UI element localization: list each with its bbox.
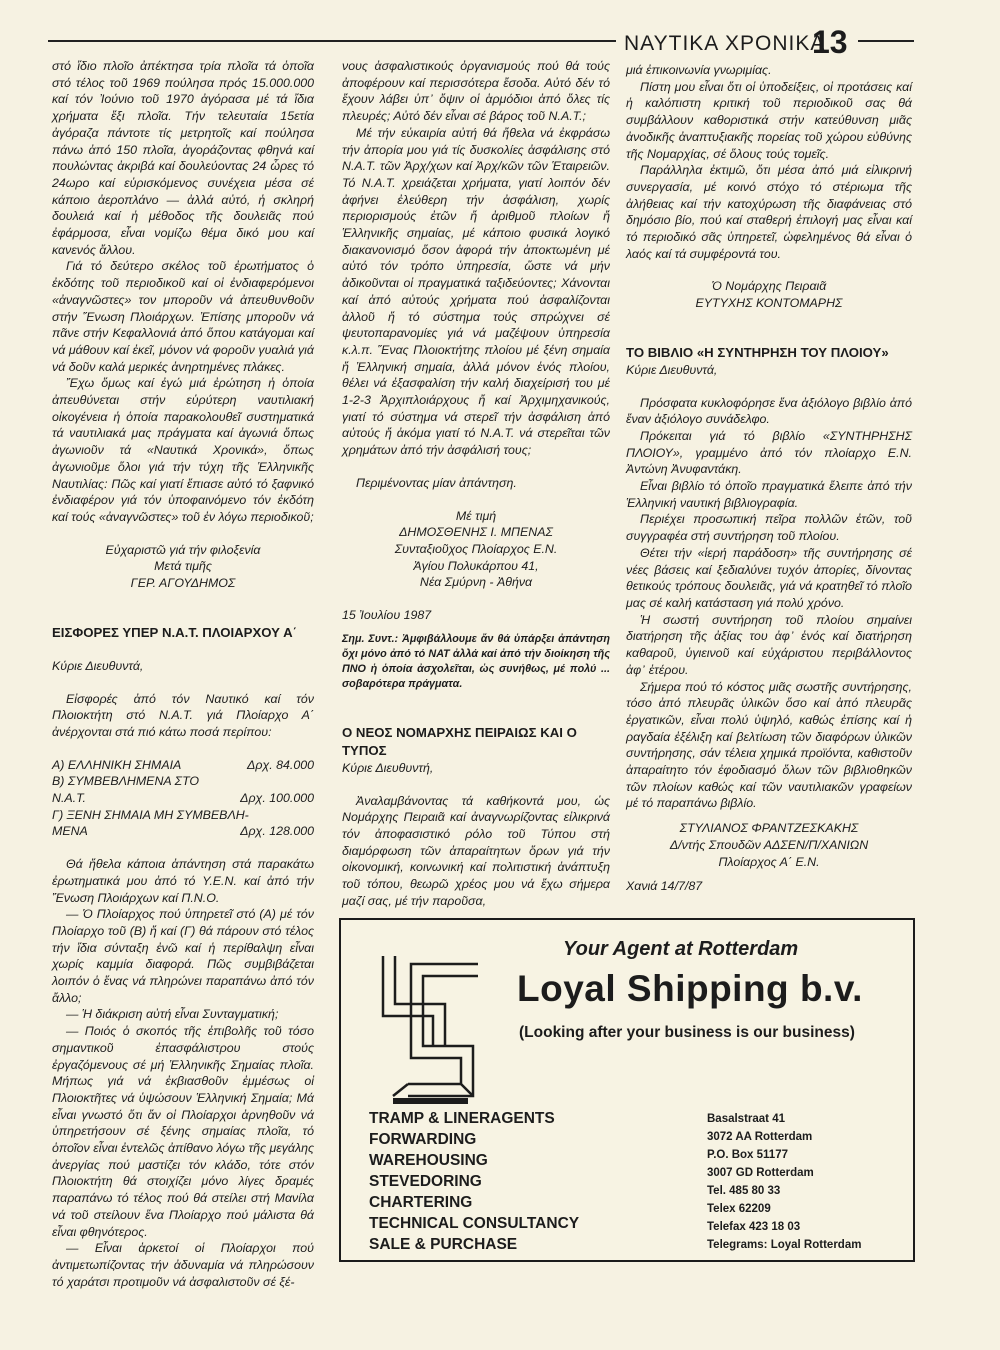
paragraph: Σήμερα πού τό κόστος μιᾶς σωστῆς συντήρησης, τόσο ἀπό πλευρᾶς ὑλικῶν ὅσο καί ἀπό πλευρᾶς ἐργατικῶν, εἶναι πολύ ὑψηλό, καθώς ἐπίσης καί ἡ ραγδαία ἐξέλιξη καί βελτίωση τῶν διαφόρων ὑλικῶν συντήρησης, σάν τέλεια χημικά προϊόντα, καθιστοῦν ἀπαραίτητο τόν ἐφοδιασμό ὅλων τῶν βιβλιοθηκῶν τῶν πλοίων καθώς καί τῶν ναυτιλιακῶν γραφείων μέ τό παραπάνω βιβλίο. bbox=[626, 679, 912, 811]
ad-contact-line: Telefax 423 18 03 bbox=[707, 1221, 801, 1233]
loyal-shipping-ad bbox=[339, 918, 915, 1262]
letter-date: 15 Ἰουλίου 1987 bbox=[342, 608, 432, 623]
signature-line: Ἁγίου Πολυκάρπου 41, bbox=[413, 558, 539, 573]
paragraph: Εἰσφορές ἀπό τόν Ναυτικό καί τόν Πλοιοκτήτη στό Ν.Α.Τ. γιά Πλοίαρχο Α΄ ἀνέρχονται στά πιό κάτω ποσά περίπου: bbox=[52, 691, 314, 739]
signature-name: ΔΗΜΟΣΘΕΝΗΣ Ι. ΜΠΕΝΑΣ bbox=[399, 525, 553, 540]
paragraph: Πίστη μου εἶναι ὅτι οἱ ὑποδείξεις, οἱ προτάσεις καί ἡ καλόπιστη κριτική τοῦ περιοδικοῦ σας θά συμβάλλουν καθοριστικά στήν κατεύθυνση μιᾶς ἀνοδικῆς ἀναπτυξιακῆς πορείας τοῦ χώρου εὐθύνης τῆς Νομαρχίας, σέ ὅλους τούς τομεῖς. bbox=[626, 79, 912, 161]
signature-name: ΣΤΥΛΙΑΝΟΣ ΦΡΑΝΤΖΕΣΚΑΚΗΣ bbox=[679, 821, 859, 836]
ad-service-item: TECHNICAL CONSULTANCY bbox=[369, 1215, 580, 1232]
paragraph: — Ἡ διάκριση αὐτή εἶναι Συνταγματική; bbox=[66, 1007, 279, 1022]
salutation: Κύριε Διευθυντά, bbox=[52, 658, 144, 673]
price-label: Β) ΣΥΜΒΕΒΛΗΜΕΝΑ ΣΤΟ bbox=[52, 774, 200, 789]
column-2 bbox=[342, 58, 610, 909]
header-rule-right bbox=[858, 40, 914, 42]
signature-line: Μετά τιμῆς bbox=[154, 559, 212, 574]
ad-agent-line: Your Agent at Rotterdam bbox=[563, 938, 799, 960]
paragraph: Πρόκειται γιά τό βιβλίο «ΣΥΝΤΗΡΗΣΗΣ ΠΛΟΙΟΥ», γραμμένο ἀπό τόν πλοίαρχο Ε.Ν. Ἀντώνη Ἀνυφαντάκη. bbox=[626, 428, 912, 477]
signature-line: Μέ τιμή bbox=[455, 508, 497, 523]
signature-line: Δ/ντής Σπουδῶν ΑΔΣΕΝ/Π/ΧΑΝΙΩΝ bbox=[669, 837, 869, 852]
price-value: Δρχ. 100.000 bbox=[240, 791, 314, 806]
article-heading: ΕΙΣΦΟΡΕΣ ΥΠΕΡ Ν.Α.Τ. ΠΛΟΙΑΡΧΟΥ Α΄ bbox=[52, 624, 298, 640]
paragraph: Θά ἤθελα κάποια ἀπάντηση στά παρακάτω ἐρωτηματικά μου ἀπό τό Υ.Ε.Ν. καί ἀπό τήν Ἕνωση Πλοιάρχων καί Π.Ν.Ο. bbox=[52, 857, 314, 905]
ad-contact-line: Telegrams: Loyal Rotterdam bbox=[707, 1239, 862, 1251]
ad-tagline: (Looking after your business is our business) bbox=[519, 1024, 855, 1041]
ad-contact-block bbox=[707, 1110, 861, 1254]
ad-service-item: CHARTERING bbox=[369, 1194, 473, 1211]
column-1 bbox=[52, 58, 314, 1290]
ad-service-item: TRAMP & LINERAGENTS bbox=[369, 1110, 555, 1127]
paragraph: Παράλληλα ἐκτιμῶ, ὅτι μέσα ἀπό μιά εἰλικρινή συνεργασία, μέ κοινό στόχο τό στέριωμα τῆς ἀλήθειας καί τήν κατοχύρωση τῆς διαφάνειας στό δημόσιο βίο, πού καί σταθερή ἐπιλογή μας εἶναι καί τό περιοδικό σᾶς ὑπηρετεῖ, ὠφελημένος θά εἶναι ὁ λαός καί τά συμφέροντά του. bbox=[626, 163, 912, 261]
paragraph: μιά ἐπικοινωνία γνωριμίας. bbox=[626, 63, 772, 77]
signature-name: ΓΕΡ. ΑΓΟΥΔΗΜΟΣ bbox=[130, 576, 236, 591]
paragraph: Ἀναλαμβάνοντας τά καθήκοντά μου, ὡς Νομάρχης Πειραιᾶ καί ἀναγνωρίζοντας εἰλικρινά τόν ἀποφασιστικό ρόλο τοῦ Τύπου στή διαμόρφωση τῶν ἀπαραίτητων ὅρων γιά τήν οἰκονομική, κοινωνική καί πολιτιστική ἀνάπτυξη τοῦ τόπου, θεωρῶ χρέος μου νά ἔχω σήμερα μαζί σας, μέ τήν παροῦσα, bbox=[342, 793, 610, 908]
letter-date: Χανιά 14/7/87 bbox=[626, 879, 703, 894]
ad-contact-line: Tel. 485 80 33 bbox=[707, 1185, 781, 1197]
page-number: 13 bbox=[812, 24, 848, 60]
paragraph: Μέ τήν εὐκαιρία αὐτή θά ἤθελα νά ἐκφράσω τήν ἀπορία μου γιά τίς δυσκολίες ἀσφάλισης στό Ν.Α.Τ. τῶν Ἀρχ/χων καί Ἀρχ/κῶν τῶν Ἑταιρειῶν. Τό Ν.Α.Τ. χρειάζεται χρήματα, γιατί λοιπόν δέν ἀφήνει ἐλεύθερη τήν ἀσφάλιση, χωρίς περιορισμούς ἐτῶν ἤ ἀριθμοῦ πλοίων ἤ Ἑλληνικῆς σημαίας, μέ κάποιο φυσικά λογικό διακανονισμό ὅσον ἀφορά τήν ἀποκτωμένη μέ αὐτό τόν τρόπο ὑπηρεσία, ὥστε νά μήν ἀδικοῦνται οἱ πραγματικά ταξιδεύοντες; Χάνονται καί ἀπό αὐτούς χρήματα πού ἀσφαλίζονται ἀλλοῦ ἤ τό σύστημα τούς σπρώχνει σέ ψευτοπαρανομίες γιά νά μαζέψουν ὑπηρεσία κ.λ.π. Ἕνας Πλοιοκτήτης πλοίου μέ ξένη σημαία ἤ Ἑλληνική σημαία, ἀλλά μόνον ἑνός πλοίου, θέλει νά ἐξασφαλίση τήν καλή διαχείρισή του μέ 1-2-3 Ἀρχιπλοιάρχους ἤ καί Ἀρχιμηχανικούς, γιατί τό σύστημα νά στερεῖ τήν ἀσφάλιση ἀπό αὐτούς ἤ ἀκόμα γιατί τό Ν.Α.Τ. νά στερεῖται τῶν χρημάτων ἀπό τήν ἀσφάλισή τους; bbox=[342, 125, 610, 458]
salutation: Κύριε Διευθυντά, bbox=[626, 362, 718, 377]
column-3 bbox=[626, 62, 912, 895]
signature-line: Συνταξιοῦχος Πλοίαρχος Ε.Ν. bbox=[394, 541, 558, 556]
paragraph: — Ὁ Πλοίαρχος πού ὑπηρετεῖ στό (Α) μέ τόν Πλοίαρχο τοῦ (Β) ἤ καί (Γ) θά πάρουν στό τέλος τήν ἴδια σύνταξη ἐνῶ καί ἡ περίθαλψη εἶναι χωρίς καμμία διαφορά. Πῶς συμβιβάζεται λοιπόν ὁ ἕνας νά πληρώνει παραπάνω ἀπό τόν ἄλλο; bbox=[52, 907, 314, 1005]
signature-line: Πλοίαρχος Α΄ Ε.Ν. bbox=[718, 854, 820, 869]
ad-service-item: WAREHOUSING bbox=[369, 1152, 488, 1169]
price-label: Α) ΕΛΛΗΝΙΚΗ ΣΗΜΑΙΑ bbox=[52, 757, 182, 772]
price-row-b bbox=[52, 790, 314, 807]
paragraph: Θέτει τήν «ἱερή παράδοση» τῆς συντήρησης σέ νέες βάσεις καί ξεδιαλύνει τυχόν ἀπορίες, δίνοντας θετικούς τρόπους δουλειᾶς, γιά νά κρατηθεῖ τό πλοῖο μας σέ καλή κατάσταση γιά πολύ χρόνο. bbox=[626, 545, 912, 610]
signature-line: Ὁ Νομάρχης Πειραιᾶ bbox=[711, 279, 827, 294]
salutation: Κύριε Διευθυντή, bbox=[342, 760, 434, 775]
signature-line: Νέα Σμύρνη - Ἀθήνα bbox=[419, 575, 533, 590]
price-label: Ν.Α.Τ. bbox=[52, 791, 86, 806]
paragraph: Πρόσφατα κυκλοφόρησε ἕνα ἀξιόλογο βιβλίο ἀπό ἕναν ἀξιόλογο συνάδελφο. bbox=[626, 395, 912, 427]
paragraph: — Εἶναι ἀρκετοί οἱ Πλοίαρχοι πού ἀντιμετωπίζοντας τήν ἀδυναμία νά πληρώσουν τό χαράτσι προτιμοῦν νά ἀσφαλιστοῦν σέ ξέ- bbox=[52, 1241, 314, 1289]
loyal-shipping-logo-icon bbox=[363, 946, 493, 1106]
ad-contact-line: P.O. Box 51177 bbox=[707, 1149, 788, 1161]
article-heading: ΤΟ ΒΙΒΛΙΟ «Η ΣΥΝΤΗΡΗΣΗ ΤΟΥ ΠΛΟΙΟΥ» bbox=[626, 344, 889, 360]
price-value: Δρχ. 128.000 bbox=[240, 824, 314, 839]
paragraph: νους ἀσφαλιστικούς ὀργανισμούς πού θά τούς ἀποφέρουν καί περισσότερα ἔσοδα. Αὐτό δέν τό ἔχουν λάβει ὑπ᾿ ὄψιν οἱ ἁρμόδιοι ἀπό ὅλες τίς πλευρές; Αὐτό δέν εἶναι σέ βάρος τοῦ Ν.Α.Τ.; bbox=[342, 59, 610, 124]
ad-service-item: SALE & PURCHASE bbox=[369, 1236, 518, 1253]
signature-line: Εὐχαριστῶ γιά τήν φιλοξενία bbox=[105, 542, 261, 557]
price-label: ΜΕΝΑ bbox=[52, 824, 88, 839]
header-rule-left bbox=[48, 40, 616, 42]
article-heading: Ο ΝΕΟΣ ΝΟΜΑΡΧΗΣ ΠΕΙΡΑΙΩΣ ΚΑΙ Ο ΤΥΠΟΣ bbox=[342, 724, 577, 758]
price-value: Δρχ. 84.000 bbox=[247, 757, 314, 772]
paragraph: Ἡ σωστή συντήρηση τοῦ πλοίου σημαίνει διατήρηση τῆς ἀξίας του ἀφ᾿ ἑνός καί διατήρηση καθαροῦ, ὑγιεινοῦ καί εὐχάριστου περιβάλλοντος ἀφ᾿ ἑτέρου. bbox=[626, 612, 912, 677]
price-row-a bbox=[52, 757, 314, 774]
ad-contact-line: Basalstraat 41 bbox=[707, 1113, 785, 1125]
paragraph: Περιέχει προσωπική πεῖρα πολλῶν ἐτῶν, τοῦ συγγραφέα στή συντήρηση τοῦ πλοίου. bbox=[626, 512, 912, 544]
ad-service-item: FORWARDING bbox=[369, 1131, 477, 1148]
paragraph: — Ποιός ὁ σκοπός τῆς ἐπιβολῆς τοῦ τόσο σημαντικοῦ ἐπασφάλιστρου στούς ἐργαζόμενους σέ μή Ἑλληνικῆς Σημαίας πλοῖα. Μήπως γιά νά ἐκβιασθοῦν ἐμμέσως οἱ Πλοιοκτῆτες νά ὑψώσουν Ἑλληνική Σημαία; Μά εἶναι γνωστό ὅτι ἄν οἱ Πλοίαρχοι ἀρνηθοῦν νά ὑπηρετήσουν σέ ξένης σημαίας πλοῖα, τό ὁποῖον εἶναι ἐντελῶς ἀπίθανο λόγω τῆς μεγάλης ἀνεργίας πού μαστίζει τόν κλάδο, τότε στόν Πλοιοκτήτη θά στοιχίζει μόνο λίγες δραμές παραπάνω τό τέλος πού θά στείλει στή Μανίλα νά τοῦ στείλουν ἕνα Πλοίαρχο πού μάλιστα θά εἶναι φθηνότερος. bbox=[52, 1024, 314, 1239]
editor-note: Σημ. Συντ.: Ἀμφιβάλλουμε ἄν θά ὑπάρξει ἀπάντηση ὄχι μόνο ἀπό τό ΝΑΤ ἀλλά καί ἀπό τήν διοίκηση τῆς ΠΝΟ ἡ ὁποία ἀσχολεῖται, ὡς συνήθως, μέ πολύ ... σοβαρότερα πράγματα. bbox=[342, 632, 610, 690]
paragraph: Περιμένοντας μίαν ἀπάντηση. bbox=[356, 475, 517, 490]
ad-services-list bbox=[369, 1108, 579, 1255]
ad-contact-line: 3072 AA Rotterdam bbox=[707, 1131, 813, 1143]
price-label: Γ) ΞΕΝΗ ΣΗΜΑΙΑ ΜΗ ΣΥΜΒΕΒΛΗ- bbox=[52, 807, 249, 822]
paragraph: Ἔχω ὅμως καί ἐγώ μιά ἐρώτηση ἡ ὁποία ἀπευθύνεται στήν εὑρύτερη ναυτιλιακή οἰκογένεια ἡ ὁποία παρακολουθεῖ συστηματικά τά ναυτιλιακά μας πράγματα καί ἀγωνιά ὅπως ἀγωνιοῦν τά «Ναυτικά Χρονικά», ὅπως ἀγωνιοῦμε ὅλοι γιά τήν τύχη τῆς Ἑλληνικῆς Ναυτιλίας: Πῶς καί γιατί ἔπιασε αὐτό τό ξαφνικό ἐνδιαφέρον γιά τόν ὑποφαινόμενο τόν ἐκδότη καί τούς «ἀναγνῶστες» τοῦ ἐν λόγω περιοδικοῦ; bbox=[52, 376, 314, 524]
ad-company-name: Loyal Shipping b.v. bbox=[517, 968, 863, 1009]
signature-name: ΕΥΤΥΧΗΣ ΚΟΝΤΟΜΑΡΗΣ bbox=[695, 296, 843, 311]
ad-contact-line: 3007 GD Rotterdam bbox=[707, 1167, 814, 1179]
paragraph: Γιά τό δεύτερο σκέλος τοῦ ἐρωτήματος ὁ ἐκδότης τοῦ περιοδικοῦ καί οἱ ἐνδιαφερόμενοι «ἀναγνῶστες» τον μποροῦν νά ἀπευθυνθοῦν στήν Ἕνωση Πλοιάρχων. Ἐπίσης μποροῦν νά πᾶνε στήν Κεφαλλονιά ἀπό ὅπου κατάγομαι καί νά μάθουν καί ἐκεῖ, μόνον νά φοροῦν γυαλιά γιά νά δοῦν καλά μερικές ἀνηρτημένες πλάκες. bbox=[52, 259, 314, 374]
paragraph: στό ἴδιο πλοῖο ἀπέκτησα τρία πλοῖα τά ὁποῖα στό τέλος τοῦ 1969 πούλησα πρός 15.000.000 καί τόν Ἰούνιο τοῦ 1970 ἀγόρασα μέ τά ἴδια χρήματα ἕξι πλοῖα. Τήν τελευταία 15ετία ἀγόραζα πάντοτε τίς μετρητοῖς καί πούλησα πάνω ἀπό 150 πλοῖα, ἀγοράζοντας φθηνά καί πουλώντας ἀκριβά καί δουλεύοντας 24 ὧρες τό 24ωρο καί εὑρισκόμενος συνέχεια μέσα σέ κάποιο ἀεροπλάνο — ἀλλά αὐτό, ἡ σκληρή δουλειά καί ἡ μέθοδος τῆς δουλειᾶς πού ἐφάρμοσα, εἶναι νομίζω θέμα δικό μου καί κανενός ἄλλου. bbox=[52, 59, 314, 257]
ad-service-item: STEVEDORING bbox=[369, 1173, 482, 1190]
paragraph: Εἶναι βιβλίο τό ὁποῖο πραγματικά ἔλειπε ἀπό τήν Ἑλληνική ναυτική βιβλιογραφία. bbox=[626, 479, 912, 510]
ad-contact-line: Telex 62209 bbox=[707, 1203, 771, 1215]
magazine-title: ΝΑΥΤΙΚΑ ΧΡΟΝΙΚΑ bbox=[624, 32, 826, 55]
price-row-c bbox=[52, 823, 314, 840]
